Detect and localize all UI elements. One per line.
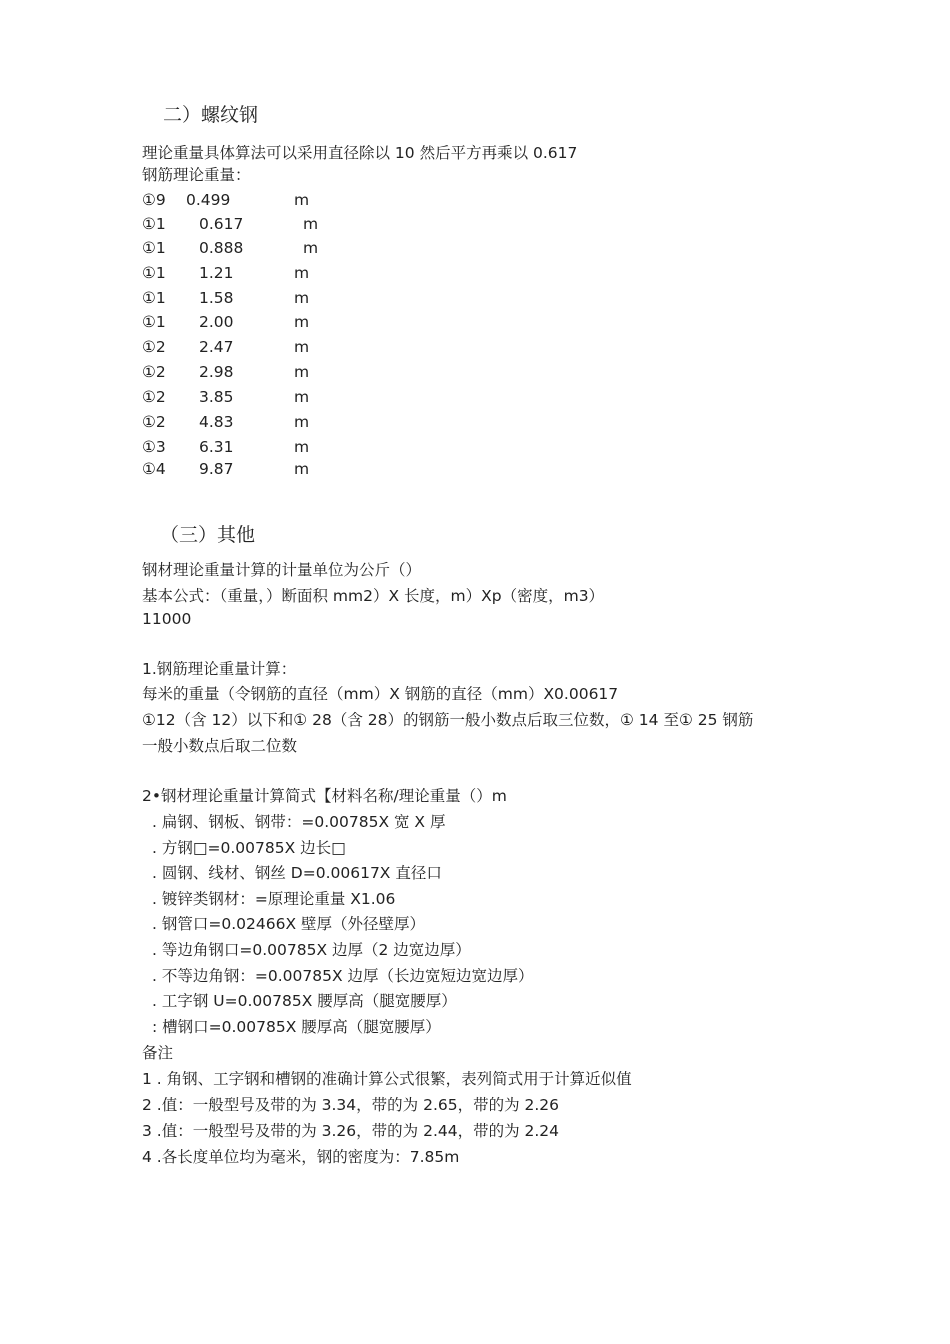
- list-item: . 圆钢、线材、钢丝 D=0.00617X 直径口: [152, 864, 442, 882]
- list-item: . 镀锌类钢材：=原理论重量 X1.06: [152, 890, 396, 908]
- rebar-weight: 2.00: [199, 313, 234, 331]
- rebar-weight: 1.21: [199, 264, 234, 282]
- unit-line: 钢材理论重量计算的计量单位为公斤（）: [142, 561, 422, 579]
- rebar-unit: m: [294, 460, 310, 478]
- rebar-unit: m: [294, 191, 310, 209]
- rebar-unit: m: [303, 239, 319, 257]
- rebar-calc-note-line-1: ①12（含 12）以下和① 28（含 28）的钢筋一般小数点后取三位数，① 14 至① 25 钢筋: [142, 711, 754, 729]
- remarks-title: 备注: [142, 1044, 174, 1062]
- rebar-size: ①9: [142, 191, 166, 209]
- rebar-weight: 4.83: [199, 413, 234, 431]
- list-item: . 不等边角钢：=0.00785X 边厚（长边宽短边宽边厚）: [152, 967, 534, 985]
- rebar-weight: 2.98: [199, 363, 234, 381]
- rebar-calc-note-line-2: 一般小数点后取二位数: [142, 737, 298, 755]
- list-item: . 钢管口=0.02466X 壁厚（外径壁厚）: [152, 915, 425, 933]
- simple-formula-title: 2•钢材理论重量计算简式【材料名称/理论重量（）m: [142, 787, 507, 805]
- rebar-size: ①4: [142, 460, 166, 478]
- rebar-size: ①2: [142, 413, 166, 431]
- rebar-size: ①3: [142, 438, 166, 456]
- rebar-size: ①2: [142, 363, 166, 381]
- list-item: 2 .值：一般型号及带的为 3.34，带的为 2.65，带的为 2.26: [142, 1096, 560, 1114]
- rebar-unit: m: [294, 438, 310, 456]
- rebar-size: ①1: [142, 215, 166, 233]
- rebar-unit: m: [294, 313, 310, 331]
- list-item: 3 .值：一般型号及带的为 3.26，带的为 2.44，带的为 2.24: [142, 1122, 560, 1140]
- rebar-unit: m: [294, 338, 310, 356]
- rebar-weight: 3.85: [199, 388, 234, 406]
- rebar-unit: m: [294, 264, 310, 282]
- rebar-weight: 6.31: [199, 438, 234, 456]
- rebar-weight: 2.47: [199, 338, 234, 356]
- rebar-size: ①2: [142, 338, 166, 356]
- formula-divisor: 11000: [142, 610, 192, 628]
- list-item: 1 . 角钢、工字钢和槽钢的准确计算公式很繁，表列简式用于计算近似值: [142, 1070, 632, 1088]
- rebar-weight: 1.58: [199, 289, 234, 307]
- rebar-size: ①1: [142, 289, 166, 307]
- rebar-intro-line-1: 理论重量具体算法可以采用直径除以 10 然后平方再乘以 0.617: [142, 144, 578, 162]
- list-item: . 方钢□=0.00785X 边长□: [152, 839, 346, 857]
- rebar-calc-title: 1.钢筋理论重量计算：: [142, 660, 297, 678]
- rebar-size: ①1: [142, 239, 166, 257]
- list-item: 4 .各长度单位均为毫米，钢的密度为：7.85m: [142, 1148, 460, 1166]
- rebar-unit: m: [294, 413, 310, 431]
- basic-formula-line: 基本公式：（重量，）断面积 mm2）X 长度，m）Xp（密度，m3）: [142, 587, 605, 605]
- list-item: . 扁钢、钢板、钢带：=0.00785X 宽 X 厚: [152, 813, 446, 831]
- rebar-size: ①1: [142, 264, 166, 282]
- rebar-weight: 0.888: [199, 239, 244, 257]
- list-item: : 槽钢口=0.00785X 腰厚高（腿宽腰厚）: [152, 1018, 441, 1036]
- rebar-unit: m: [294, 388, 310, 406]
- rebar-size: ①1: [142, 313, 166, 331]
- rebar-unit: m: [303, 215, 319, 233]
- list-item: . 等边角钢口=0.00785X 边厚（2 边宽边厚）: [152, 941, 471, 959]
- list-item: . 工字钢 U=0.00785X 腰厚高（腿宽腰厚）: [152, 992, 457, 1010]
- section-heading-other: （三）其他: [160, 524, 256, 546]
- section-heading-rebar: 二）螺纹钢: [163, 104, 259, 126]
- rebar-intro-line-2: 钢筋理论重量：: [142, 166, 251, 184]
- rebar-weight: 9.87: [199, 460, 234, 478]
- rebar-unit: m: [294, 363, 310, 381]
- rebar-size: ①2: [142, 388, 166, 406]
- rebar-weight: 0.617: [199, 215, 244, 233]
- rebar-unit: m: [294, 289, 310, 307]
- rebar-calc-formula: 每米的重量（令钢筋的直径（mm）X 钢筋的直径（mm）X0.00617: [142, 685, 619, 703]
- rebar-weight: 0.499: [186, 191, 231, 209]
